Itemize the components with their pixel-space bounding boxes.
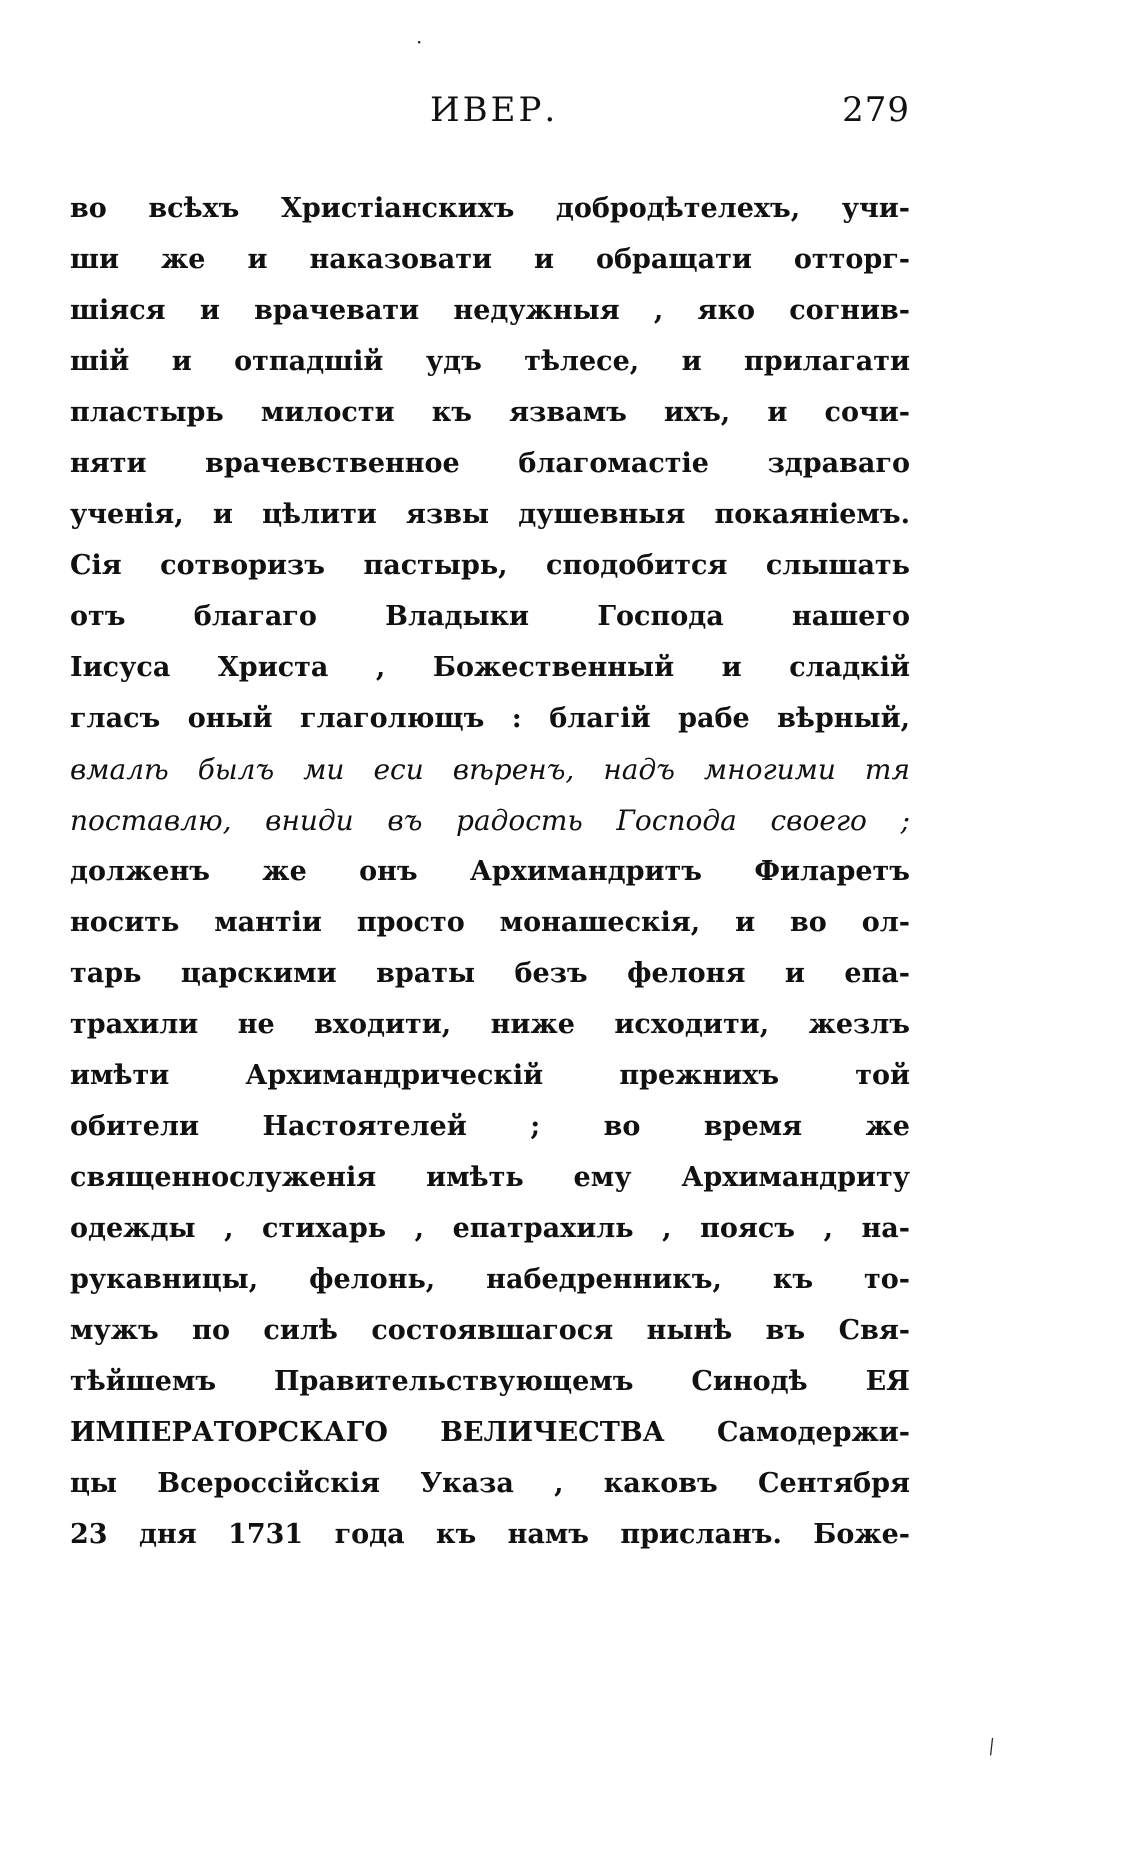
text-line: носить мантіи просто монашескія, и во ол- bbox=[70, 907, 910, 938]
text-line: Іисуса Христа , Божественный и сладкій bbox=[70, 652, 910, 683]
text-line: ИМПЕРАТОРСКАГО ВЕЛИЧЕСТВА Самодержи- bbox=[70, 1417, 910, 1448]
text-line: имѣти Архимандрическій прежнихъ той bbox=[70, 1060, 910, 1091]
text-line-italic: поставлю, вниди въ радость Господа своего ; bbox=[70, 804, 910, 837]
running-head bbox=[70, 90, 910, 130]
stray-mark: ⁄ bbox=[985, 1735, 999, 1759]
text-line: отъ благаго Владыки Господа нашего bbox=[70, 601, 910, 632]
text-line: няти врачевственное благомастіе здраваго bbox=[70, 448, 910, 479]
text-line: обители Настоятелей ; во время же bbox=[70, 1111, 910, 1142]
text-line: мужъ по силѣ состоявшагося нынѣ въ Свя- bbox=[70, 1315, 910, 1346]
text-line: рукавницы, фелонь, набедренникъ, къ то- bbox=[70, 1264, 910, 1295]
text-line: шіяся и врачевати недужныя , яко согнив- bbox=[70, 295, 910, 326]
text-line: тѣйшемъ Правительствующемъ Синодѣ ЕЯ bbox=[70, 1366, 910, 1397]
text-line: священнослуженія имѣть ему Архимандриту bbox=[70, 1162, 910, 1193]
text-line: тарь царскими враты безъ фелоня и епа- bbox=[70, 958, 910, 989]
body-text bbox=[70, 183, 910, 1560]
text-line: одежды , стихарь , епатрахиль , поясъ , на- bbox=[70, 1213, 910, 1244]
text-line: трахили не входити, ниже исходити, жезлъ bbox=[70, 1009, 910, 1040]
text-line: Сія сотворизъ пастырь, сподобится слышать bbox=[70, 550, 910, 581]
text-line: ученія, и цѣлити язвы душевныя покаяніемъ. bbox=[70, 499, 910, 530]
text-line: гласъ оный глаголющъ : благій рабе вѣрный, bbox=[70, 703, 910, 734]
print-speck: · bbox=[416, 30, 423, 54]
page-number: 279 bbox=[842, 90, 910, 130]
text-line-italic: вмалѣ былъ ми еси вѣренъ, надъ многими тя bbox=[70, 753, 910, 786]
text-line: 23 дня 1731 года къ намъ присланъ. Боже- bbox=[70, 1519, 910, 1550]
running-title: ИВЕР. bbox=[430, 90, 559, 130]
text-line: шій и отпадшій удъ тѣлесе, и прилагати bbox=[70, 346, 910, 377]
text-line: во всѣхъ Христіанскихъ добродѣтелехъ, учи- bbox=[70, 193, 910, 224]
text-line: пластырь милости къ язвамъ ихъ, и сочи- bbox=[70, 397, 910, 428]
text-line: ши же и наказовати и обращати отторг- bbox=[70, 244, 910, 275]
text-line: долженъ же онъ Архимандритъ Филаретъ bbox=[70, 856, 910, 887]
text-line: цы Всероссійскія Указа , каковъ Сентября bbox=[70, 1468, 910, 1499]
